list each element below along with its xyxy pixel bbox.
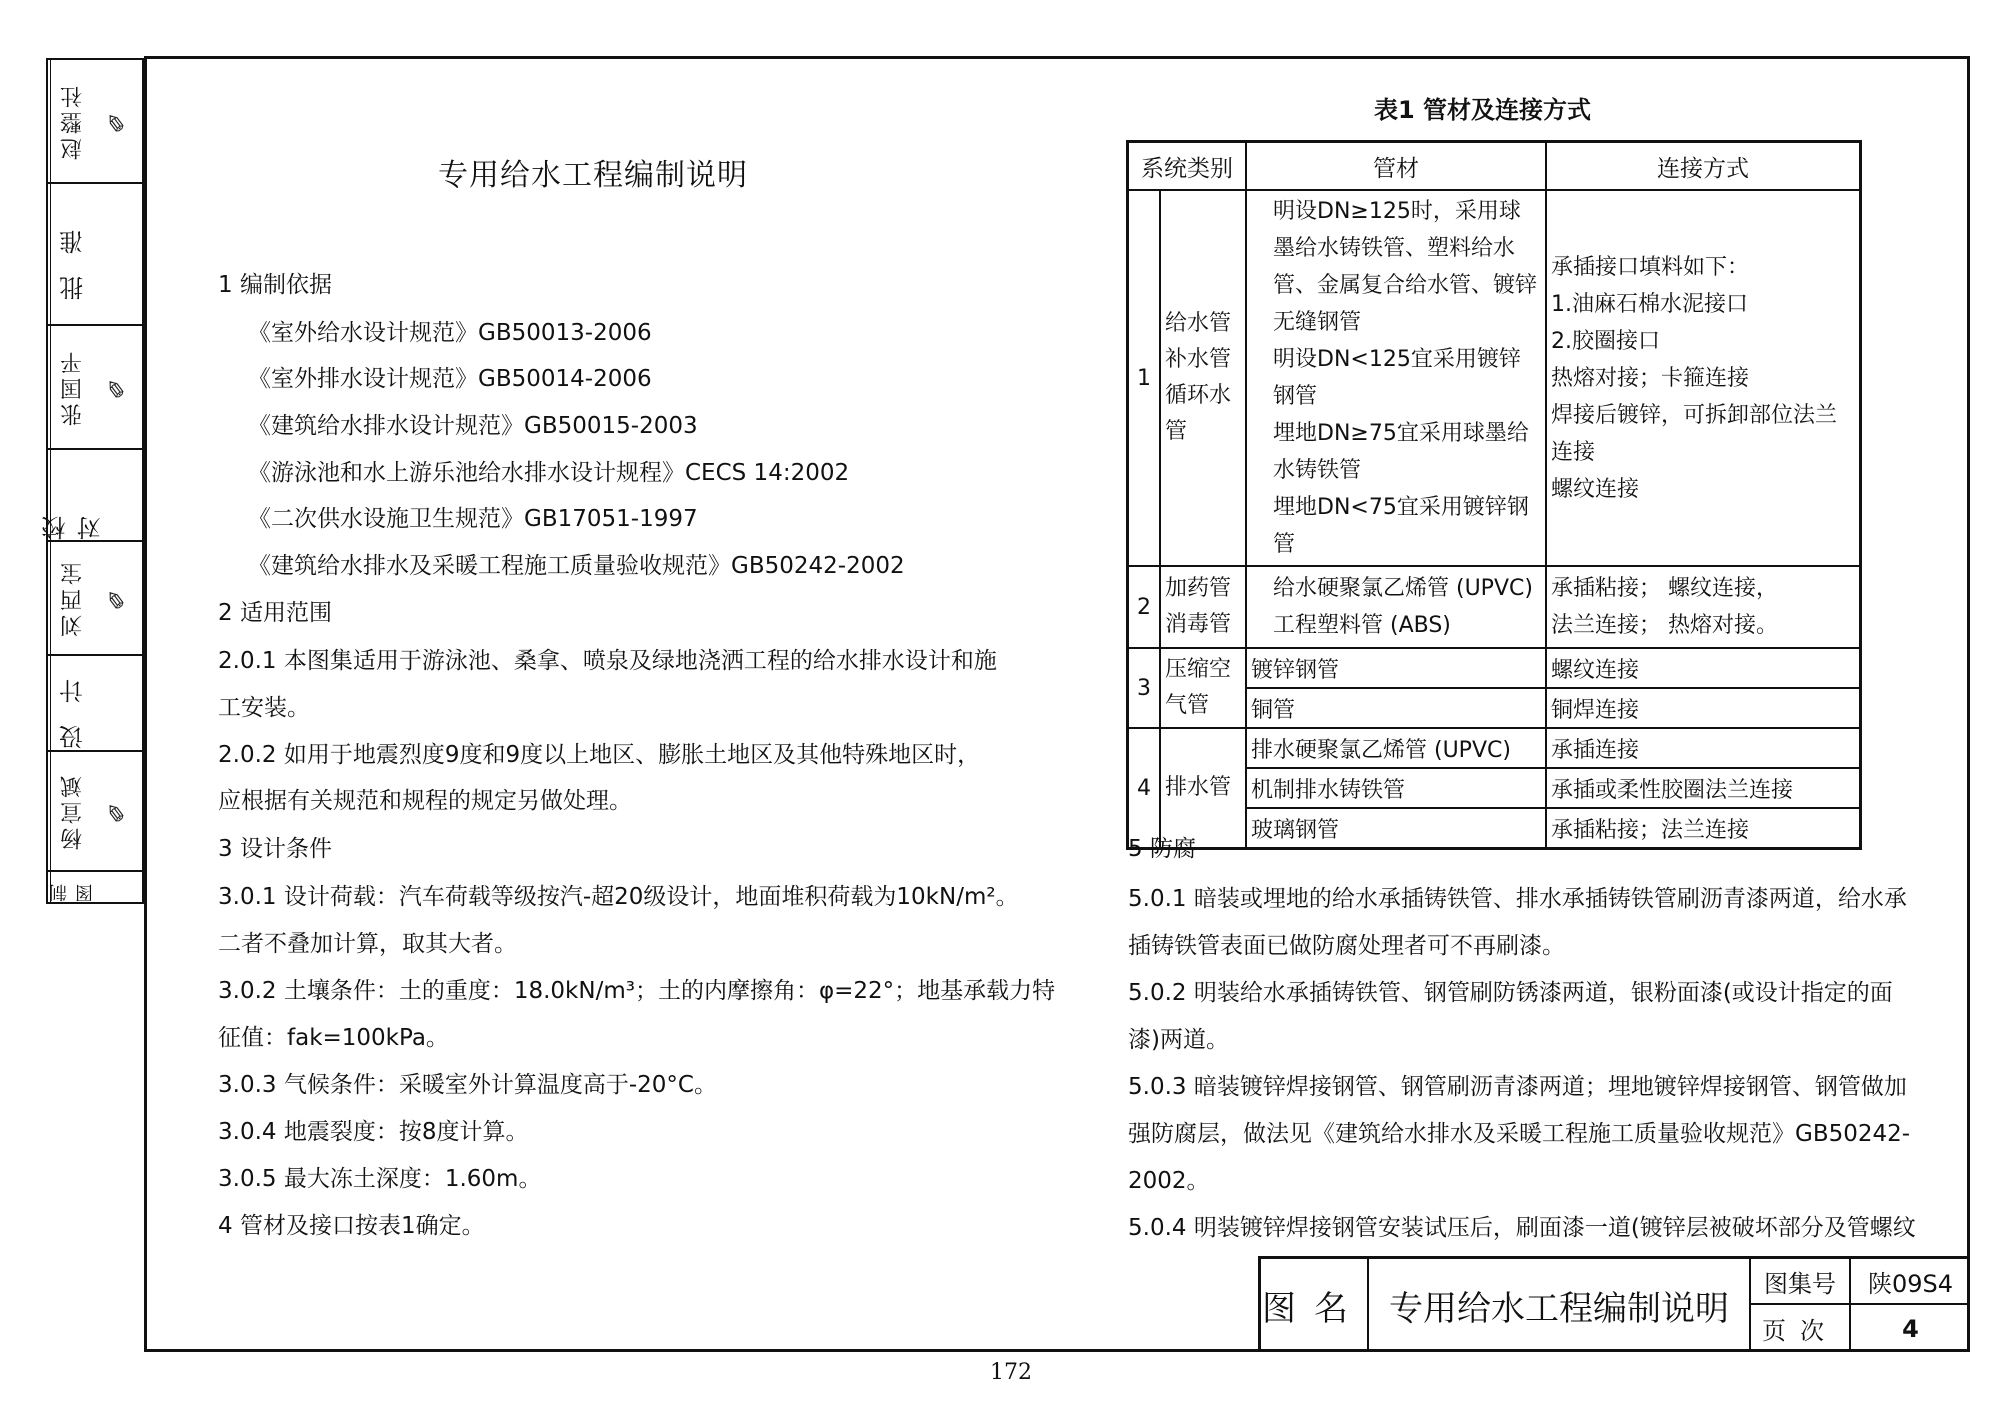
paragraph-line: 3.0.5 最大冻土深度：1.60m。: [218, 1166, 542, 1192]
table-row: [1128, 648, 1861, 688]
connection-text: 焊接后镀锌，可拆卸部位法兰连接: [1551, 402, 1838, 465]
paragraph-line: 插铸铁管表面已做防腐处理者可不再刷漆。: [1128, 933, 1565, 959]
signer-name: 刘西宝: [50, 542, 95, 654]
reference-line: 《室外给水设计规范》GB50013-2006: [248, 320, 652, 346]
role-label: 制图: [50, 872, 95, 902]
paragraph-line: 3.0.1 设计荷载：汽车荷载等级按汽-超20级设计，地面堆积荷载为10kN/m²。: [218, 884, 1019, 910]
paragraph-line: 应根据有关规范和规程的规定另做处理。: [218, 788, 632, 814]
reference-line: 《建筑给水排水设计规范》GB50015-2003: [248, 413, 698, 439]
reference-line: 《建筑给水排水及采暖工程施工质量验收规范》GB50242-2002: [248, 553, 905, 579]
paragraph-line: 5.0.1 暗装或埋地的给水承插铸铁管、排水承插铸铁管刷沥青漆两道，给水承: [1128, 886, 1907, 912]
role-label: 批准: [50, 184, 95, 324]
connection-text: 承插粘接；法兰连接: [1546, 808, 1861, 849]
material-text: 排水硬聚氯乙烯管 (UPVC): [1246, 728, 1546, 768]
signature-mark: ✎: [103, 583, 133, 613]
page-label: 页次: [1751, 1305, 1851, 1352]
connection-text: 2.胶圈接口: [1551, 328, 1660, 354]
connection-text: 承插连接: [1546, 728, 1861, 768]
material-text: 工程塑料管 (ABS): [1273, 613, 1451, 638]
connection-text: 承插或柔性胶圈法兰连接: [1546, 768, 1861, 808]
row-number: 4: [1128, 728, 1161, 849]
paragraph-line: 漆)两道。: [1128, 1027, 1229, 1053]
paragraph-line: 工安装。: [218, 695, 310, 721]
row-number: 1: [1128, 190, 1161, 566]
header-connection: 连接方式: [1546, 142, 1861, 191]
atlas-label: 图集号: [1751, 1259, 1851, 1305]
sidebar-row-3: [48, 326, 142, 450]
section-heading: 3 设计条件: [218, 836, 332, 862]
signature-sidebar: [42, 58, 144, 904]
signer-name: 杨宣斌: [50, 752, 95, 870]
material-text: 机制排水铸铁管: [1246, 768, 1546, 808]
paragraph-line: 2.0.2 如用于地震烈度9度和9度以上地区、膨胀土地区及其他特殊地区时，: [218, 742, 981, 768]
page-title: 专用给水工程编制说明: [438, 158, 748, 193]
paragraph-line: 5.0.4 明装镀锌焊接钢管安装试压后，刷面漆一道(镀锌层被破坏部分及管螺纹: [1128, 1215, 1916, 1241]
reference-line: 《室外排水设计规范》GB50014-2006: [248, 366, 652, 392]
sidebar-row-6: [48, 656, 142, 752]
signature-mark: ✎: [103, 106, 133, 136]
material-text: 铜管: [1246, 688, 1546, 728]
page-value: 4: [1902, 1314, 1919, 1343]
sidebar-row-5: [48, 542, 142, 656]
connection-text: 法兰连接； 热熔对接。: [1551, 613, 1778, 638]
atlas-value: 陕09S4: [1851, 1259, 1970, 1305]
drawing-name-label: 图名: [1261, 1259, 1369, 1352]
table-row: [1128, 728, 1861, 768]
row-category: 排水管: [1160, 728, 1246, 849]
row-category: 给水管补水管循环水管: [1160, 190, 1246, 566]
paragraph-line: 5.0.2 明装给水承插铸铁管、钢管刷防锈漆两道，银粉面漆(或设计指定的面: [1128, 980, 1893, 1006]
signature-mark: ✎: [103, 796, 133, 826]
connection-text: 1.油麻石棉水泥接口: [1551, 291, 1748, 317]
material-text: 给水硬聚氯乙烯管 (UPVC): [1273, 576, 1533, 601]
paragraph-line: 2.0.1 本图集适用于游泳池、桑拿、喷泉及绿地浇洒工程的给水排水设计和施: [218, 648, 997, 674]
sidebar-row-7: [48, 752, 142, 872]
connection-text: 热熔对接；卡箍连接: [1551, 365, 1750, 391]
section-heading: 4 管材及接口按表1确定。: [218, 1213, 485, 1239]
sidebar-row-1: [48, 60, 142, 184]
material-text: 镀锌钢管: [1246, 648, 1546, 688]
section-heading: 1 编制依据: [218, 272, 332, 298]
paragraph-line: 2002。: [1128, 1168, 1210, 1194]
section-heading: 5 防腐: [1128, 836, 1196, 862]
page-number: 172: [990, 1360, 1032, 1385]
header-material: 管材: [1246, 142, 1546, 191]
material-text: 埋地DN≥75宜采用球墨给水铸铁管: [1273, 421, 1529, 483]
connection-text: 承插接口填料如下：: [1551, 254, 1750, 280]
role-label: 校对: [50, 450, 95, 540]
row-materials: [1246, 190, 1546, 566]
paragraph-line: 3.0.4 地震裂度：按8度计算。: [218, 1119, 529, 1145]
pipe-table: [1126, 140, 1862, 850]
row-connections: [1546, 190, 1861, 566]
paragraph-line: 5.0.3 暗装镀锌焊接钢管、钢管刷沥青漆两道；埋地镀锌焊接钢管、钢管做加: [1128, 1074, 1907, 1100]
row-category: 加药管消毒管: [1160, 566, 1246, 648]
material-text: 明设DN≥125时，采用球墨给水铸铁管、塑料给水管、金属复合给水管、镀锌无缝钢管: [1273, 199, 1538, 335]
material-text: 埋地DN<75宜采用镀锌钢管: [1273, 495, 1529, 557]
table-row: [1128, 190, 1861, 566]
sidebar-row-2: [48, 184, 142, 326]
table-title: 表1 管材及连接方式: [1374, 96, 1592, 124]
connection-text: 承插粘接； 螺纹连接，: [1551, 576, 1778, 601]
row-materials: [1246, 566, 1546, 648]
table-header-row: [1128, 142, 1861, 191]
paragraph-line: 强防腐层，做法见《建筑给水排水及采暖工程施工质量验收规范》GB50242-: [1128, 1121, 1911, 1147]
signer-name: 赵整社: [50, 60, 95, 182]
row-category: 压缩空气管: [1160, 648, 1246, 728]
drawing-name: 专用给水工程编制说明: [1369, 1259, 1751, 1352]
row-number: 2: [1128, 566, 1161, 648]
material-text: 明设DN<125宜采用镀锌钢管: [1273, 347, 1521, 409]
reference-line: 《二次供水设施卫生规范》GB17051-1997: [248, 506, 698, 532]
role-label: 设计: [50, 656, 95, 750]
paragraph-line: 二者不叠加计算，取其大者。: [218, 931, 517, 957]
row-connections: [1546, 566, 1861, 648]
section-heading: 2 适用范围: [218, 600, 332, 626]
sidebar-row-4: [42, 450, 142, 542]
paragraph-line: 3.0.2 土壤条件：土的重度：18.0kN/m³；土的内摩擦角：φ=22°；地基承载力特: [218, 978, 1056, 1004]
row-number: 3: [1128, 648, 1161, 728]
signature-mark: ✎: [103, 372, 133, 402]
material-text: 玻璃钢管: [1246, 808, 1546, 849]
sidebar-row-8: [48, 872, 142, 902]
table-row: [1128, 566, 1861, 648]
paragraph-line: 3.0.3 气候条件：采暖室外计算温度高于-20°C。: [218, 1072, 717, 1098]
reference-line: 《游泳池和水上游乐池给水排水设计规程》CECS 14:2002: [248, 460, 850, 486]
signer-name: 张国平: [50, 326, 95, 448]
paragraph-line: 征值：fak=100kPa。: [218, 1025, 449, 1051]
connection-text: 螺纹连接: [1546, 648, 1861, 688]
title-block: [1258, 1256, 1970, 1352]
connection-text: 螺纹连接: [1551, 476, 1640, 502]
header-category: 系统类别: [1128, 142, 1247, 191]
connection-text: 铜焊连接: [1546, 688, 1861, 728]
